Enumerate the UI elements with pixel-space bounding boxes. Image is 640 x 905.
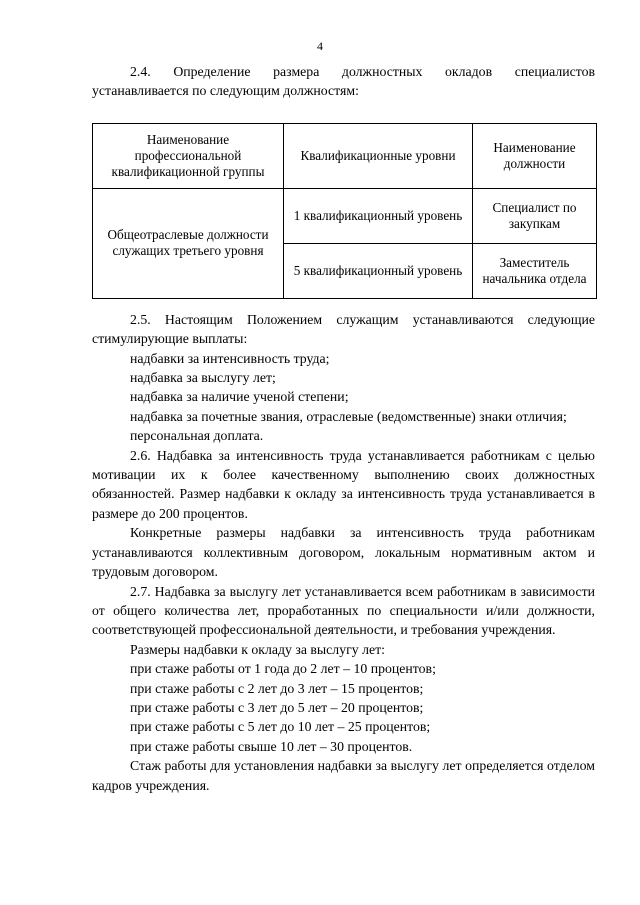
paragraph-final: Стаж работы для установления надбавки за выслугу лет определяется отделом кадров учреждения. — [92, 758, 595, 793]
table-header-position: Наименование должности — [473, 123, 597, 188]
table-cell-level: 5 квалификационный уровень — [284, 243, 473, 298]
list-item: при стаже работы свыше 10 лет – 30 процентов. — [130, 738, 413, 754]
list-item: надбавки за интенсивность труда; — [130, 350, 330, 366]
list-item: при стаже работы от 1 года до 2 лет – 10 процентов; — [130, 661, 436, 677]
table-cell-position: Заместитель начальника отдела — [473, 243, 597, 298]
paragraph-2-6-continued: Конкретные размеры надбавки за интенсивность труда работникам устанавливаются коллективным договором, локальным нормативным актом и трудовым договором. — [92, 525, 595, 580]
paragraph-2-4: 2.4. Определение размера должностных окладов специалистов устанавливается по следующим должностям: — [92, 64, 595, 99]
table-cell-level: 1 квалификационный уровень — [284, 188, 473, 243]
table-header-row — [93, 123, 597, 188]
list-item: надбавка за выслугу лет; — [130, 370, 276, 386]
table-header-levels: Квалификационные уровни — [284, 123, 473, 188]
table-row — [93, 188, 597, 243]
list-item: персональная доплата. — [130, 428, 264, 444]
paragraph-2-7: 2.7. Надбавка за выслугу лет устанавливается всем работникам в зависимости от общего количества лет, проработанных по специальности и/или должности, соответствующей профессиональной деятельности, и требования учреждения. — [92, 583, 595, 638]
qualification-table — [92, 123, 597, 299]
paragraph-2-6: 2.6. Надбавка за интенсивность труда устанавливается работникам с целью мотивации их к более качественному выполнению своих должностных обязанностей. Размер надбавки к окладу за интенсивность труда устанавливается в размере до 200 процентов. — [92, 447, 595, 521]
seniority-heading: Размеры надбавки к окладу за выслугу лет: — [130, 641, 385, 657]
list-item: при стаже работы с 3 лет до 5 лет – 20 процентов; — [130, 699, 424, 715]
list-item: при стаже работы с 5 лет до 10 лет – 25 процентов; — [130, 719, 431, 735]
document-body — [92, 62, 595, 795]
page-number: 4 — [317, 39, 323, 53]
paragraph-2-5: 2.5. Настоящим Положением служащим устанавливаются следующие стимулирующие выплаты: — [92, 311, 595, 347]
list-item: надбавка за наличие ученой степени; — [130, 389, 349, 405]
table-cell-group: Общеотраслевые должности служащих третьего уровня — [93, 188, 284, 298]
table-cell-position: Специалист по закупкам — [473, 188, 597, 243]
list-item: надбавка за почетные звания, отраслевые (ведомственные) знаки отличия; — [130, 408, 567, 424]
table-header-group: Наименование профессиональной квалификационной группы — [93, 123, 284, 188]
list-item: при стаже работы с 2 лет до 3 лет – 15 процентов; — [130, 680, 424, 696]
